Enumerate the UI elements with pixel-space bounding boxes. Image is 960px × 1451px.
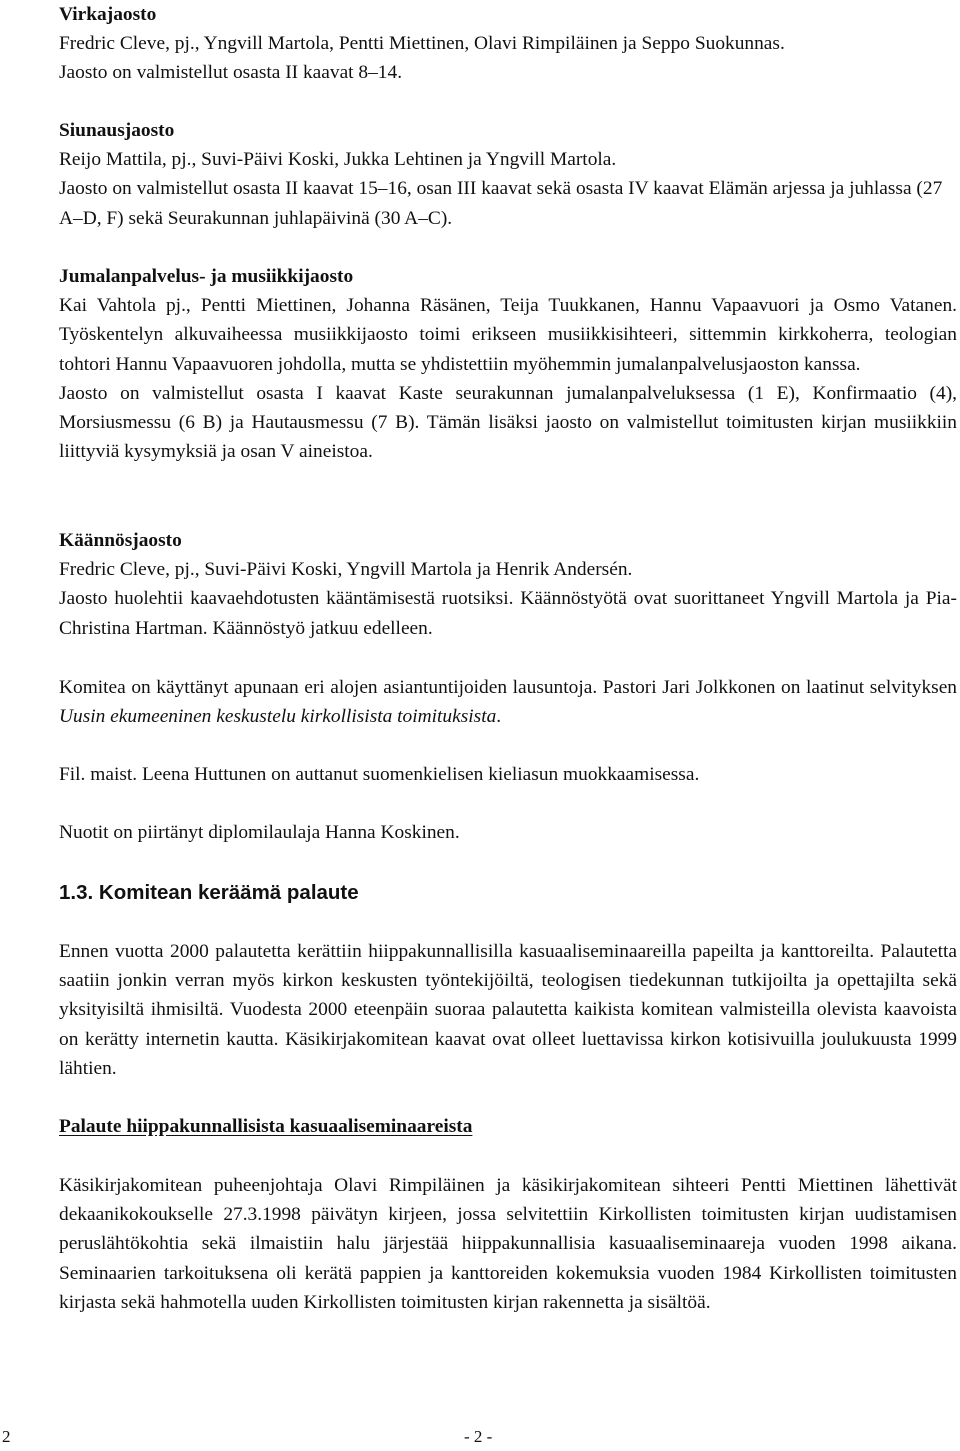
section-siunausjaosto xyxy=(59,116,957,233)
section-kaannosjaosto xyxy=(59,526,957,643)
language-review-text: Fil. maist. Leena Huttunen on auttanut suomenkielisen kieliasun muokkaamisessa. xyxy=(59,764,700,785)
paragraph-experts xyxy=(59,673,957,731)
section-jumalanpalvelusjaosto xyxy=(59,262,957,466)
jumalanpalvelusjaosto-work: Jaosto on valmistellut osasta I kaavat Kaste seurakunnan jumalanpalveluksessa (1 E), Konfirmaatio (4), Morsiusmessu (6 B) ja Hautausmessu (7 B). Tämän lisäksi jaosto on valmistellut toimitusten kirjan musiikkiin liittyviä kysymyksiä ja osan V aineistoa. xyxy=(59,382,957,463)
heading-virkajaosto: Virkajaosto xyxy=(59,4,157,25)
kaannosjaosto-members: Fredric Cleve, pj., Suvi-Päivi Koski, Yngvill Martola ja Henrik Andersén. xyxy=(59,559,633,581)
section-1-3 xyxy=(59,878,957,907)
virkajaosto-members: Fredric Cleve, pj., Yngvill Martola, Pentti Miettinen, Olavi Rimpiläinen ja Seppo Suokunnas. xyxy=(59,33,785,55)
paragraph-seminars xyxy=(59,1171,957,1317)
subheading-seminars xyxy=(59,1112,957,1141)
experts-text xyxy=(59,673,957,731)
heading-seminar-feedback: Palaute hiippakunnallisista kasuaaliseminaareista xyxy=(59,1116,473,1137)
paragraph-feedback-intro xyxy=(59,937,957,1083)
paragraph-music-notation xyxy=(59,818,957,847)
heading-1-3: 1.3. Komitean keräämä palaute xyxy=(59,881,359,904)
footer-page-number-left: 2 xyxy=(2,1427,11,1446)
heading-jumalanpalvelusjaosto: Jumalanpalvelus- ja musiikkijaosto xyxy=(59,266,354,287)
jumalanpalvelusjaosto-members: Kai Vahtola pj., Pentti Miettinen, Johanna Räsänen, Teija Tuukkanen, Hannu Vapaavuori ja Osmo Vatanen. Työskentelyn alkuvaiheessa musiikkijaosto toimi erikseen musiikkisihteeri, sittemmin kirkkoherra, teologian tohtori Hannu Vapaavuoren johdolla, mutta se yhdistettiin myöhemmin jumalanpalvelusjaoston kanssa. xyxy=(59,295,957,375)
experts-report-title: Uusin ekumeeninen keskustelu kirkollisista toimituksista xyxy=(59,706,497,728)
page-footer xyxy=(0,1425,960,1451)
heading-siunausjaosto: Siunausjaosto xyxy=(59,120,175,141)
siunausjaosto-work: Jaosto on valmistellut osasta II kaavat 15–16, osan III kaavat sekä osasta IV kaavat Elämän arjessa ja juhlassa (27 A–D, F) sekä Seurakunnan juhlapäivinä (30 A–C). xyxy=(59,178,943,229)
experts-text-after: . xyxy=(496,706,502,728)
seminar-feedback-text: Käsikirjakomitean puheenjohtaja Olavi Rimpiläinen ja käsikirjakomitean sihteeri Pentti Miettinen lähettivät dekaanikokoukselle 27.3.1998 päivätyn kirjeen, jossa selvitettiin Kirkollisten toimitusten kirjan uudistamisen peruslähtökohtia sekä ilmaistiin halu järjestää hiippakunnallisia kasuaaliseminaareja vuoden 1998 aikana. Seminaarien tarkoituksena oli kerätä pappien ja kanttoreiden kokemuksia vuoden 1984 Kirkollisten toimitusten kirjasta sekä hahmotella uuden Kirkollisten toimitusten kirjan rakennetta ja sisältöä. xyxy=(59,1175,957,1313)
heading-kaannosjaosto: Käännösjaosto xyxy=(59,530,182,551)
experts-text-before: Komitea on käyttänyt apunaan eri alojen asiantuntijoiden lausuntoja. Pastori Jari Jolkkonen on laatinut selvityksen xyxy=(59,677,957,698)
section-virkajaosto xyxy=(59,0,957,88)
paragraph-language-review xyxy=(59,760,957,789)
music-notation-text: Nuotit on piirtänyt diplomilaulaja Hanna Koskinen. xyxy=(59,822,460,843)
siunausjaosto-members: Reijo Mattila, pj., Suvi-Päivi Koski, Jukka Lehtinen ja Yngvill Martola. xyxy=(59,149,617,171)
virkajaosto-work: Jaosto on valmistellut osasta II kaavat 8–14. xyxy=(59,62,403,84)
feedback-intro-text: Ennen vuotta 2000 palautetta kerättiin hiippakunnallisilla kasuaaliseminaareilla papeilta ja kanttoreilta. Palautetta saatiin jonkin verran myös kirkon keskusten työntekijöiltä, teologisen tiedekunnan tutkijoilta ja opettajilta sekä yksityisiltä ihmisiltä. Vuodesta 2000 eteenpäin suoraa palautetta kaikista komitean valmisteilla olevista kaavoista on kerätty internetin kautta. Käsikirjakomitean kaavat ovat olleet luettavissa kirkon kotisivuilla joulukuusta 1999 lähtien. xyxy=(59,941,957,1079)
kaannosjaosto-work: Jaosto huolehtii kaavaehdotusten kääntämisestä ruotsiksi. Käännöstyötä ovat suorittaneet Yngvill Martola ja Pia-Christina Hartman. Käännöstyö jatkuu edelleen. xyxy=(59,588,957,639)
footer-page-number-center: - 2 - xyxy=(464,1427,493,1446)
